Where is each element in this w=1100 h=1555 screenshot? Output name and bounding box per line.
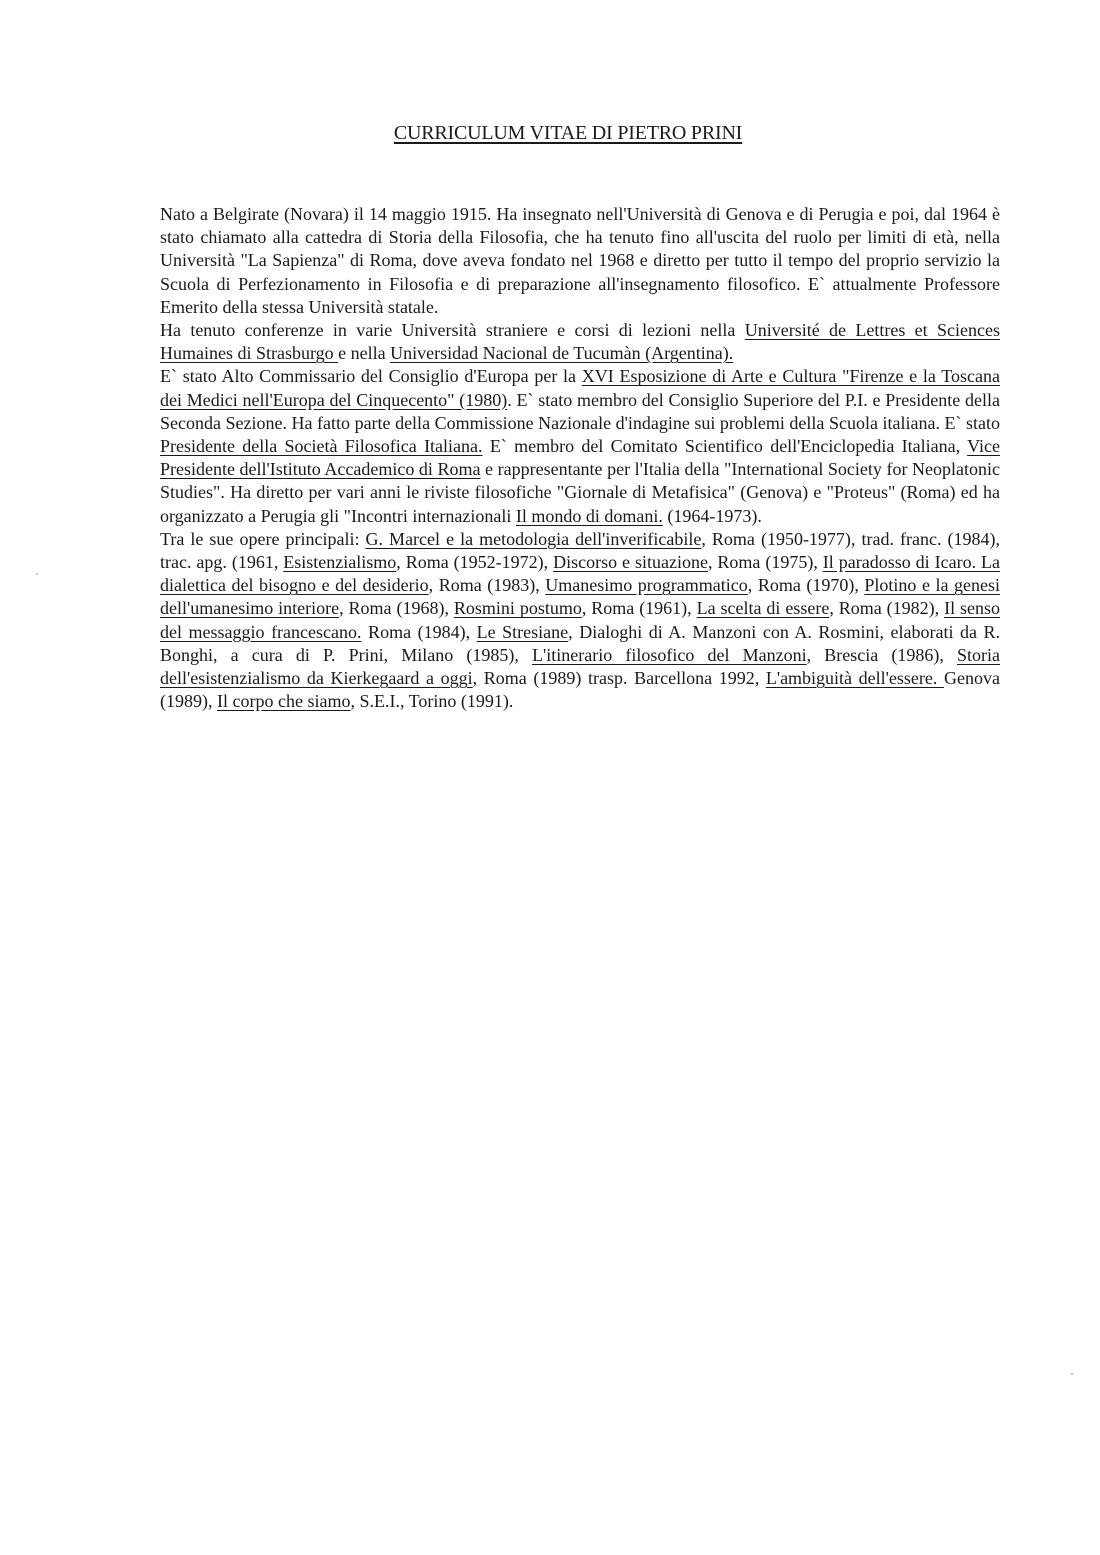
underlined-title: Il mondo di domani. xyxy=(515,505,663,526)
underlined-title: Presidente della Società Filosofica Italiana. xyxy=(160,436,483,457)
text-segment: , Roma (1970), xyxy=(747,575,865,596)
underlined-title: Le Stresiane xyxy=(476,621,569,642)
text-segment: , Roma (1950-1977), trad. franc. (1984), trac. apg. (1961, xyxy=(160,528,1001,573)
underlined-title: Universidad Nacional de Tucumàn (Argentina). xyxy=(390,343,734,364)
text-segment: , Brescia (1986), xyxy=(806,644,958,665)
paragraph xyxy=(160,319,1000,365)
text-segment: , Roma (1968), xyxy=(339,598,454,619)
text-segment: , Roma (1961), xyxy=(581,598,697,619)
underlined-title: Plotino e la genesi dell'umanesimo interiore xyxy=(160,575,1001,619)
document-body xyxy=(160,203,1000,713)
paragraph xyxy=(160,528,1000,714)
text-segment: , Roma (1983), xyxy=(428,575,546,596)
underlined-title: L'ambiguità dell'essere. xyxy=(765,668,945,689)
underlined-title: Vice Presidente dell'Istituto Accademico di Roma xyxy=(160,436,1000,480)
text-segment: , Dialoghi di A. Manzoni con A. Rosmini, elaborati da R. Bonghi, a cura di P. Prini, Milano (1985), xyxy=(160,621,1001,665)
underlined-title: L'itinerario filosofico del Manzoni xyxy=(532,644,807,665)
text-segment: Roma (1984), xyxy=(361,621,477,642)
text-segment: E` membro del Comitato Scientifico dell'Enciclopedia Italiana, xyxy=(482,436,968,457)
paragraph xyxy=(160,203,1000,319)
scan-speck xyxy=(1071,1373,1073,1375)
text-segment: , Roma (1952-1972), xyxy=(396,552,554,573)
text-segment: Genova (1989), xyxy=(160,668,1000,712)
underlined-title: Esistenzialismo xyxy=(283,552,397,573)
underlined-title: Storia dell'esistenzialismo da Kierkegaard a oggi xyxy=(160,644,1001,689)
text-segment: (1964-1973). xyxy=(662,505,762,526)
underlined-title: La scelta di essere xyxy=(696,598,830,619)
scan-speck xyxy=(36,573,38,575)
document-title: CURRICULUM VITAE DI PIETRO PRINI xyxy=(393,122,743,144)
text-segment: E` stato Alto Commissario del Consiglio d'Europa per la xyxy=(160,366,582,387)
underlined-title: Il corpo che siamo xyxy=(217,691,351,712)
underlined-title: Il paradosso di Icaro. La dialettica del bisogno e del desiderio xyxy=(160,552,1001,596)
underlined-title: G. Marcel e la metodologia dell'inverificabile xyxy=(365,528,702,549)
text-segment: Ha tenuto conferenze in varie Università straniere e corsi di lezioni nella xyxy=(160,320,745,341)
underlined-title: XVI Esposizione di Arte e Cultura "Firenze e la Toscana dei Medici nell'Europa del Cinquecento" (1980) xyxy=(160,366,1000,410)
text-segment: , Roma (1982), xyxy=(829,598,945,619)
text-segment: Nato a Belgirate (Novara) il 14 maggio 1915. Ha insegnato nell'Università di Genova e di Perugia e poi, dal 1964 è stato chiamato alla cattedra di Storia della Filosofia, che ha tenuto fino all'uscita del ruolo per limiti di età, nella Università "La Sapienza" di Roma, dove aveva fondato nel 1968 e diretto per tutto il tempo del proprio servizio la Scuola di Perfezionamento in Filosofia e di preparazione all'insegnamento filosofico. E` attualmente Professore Emerito della stessa Università statale. xyxy=(160,204,1000,317)
text-segment: e rappresentante per l'Italia della "International Society for Neoplatonic Studies". Ha diretto per vari anni le riviste filosofiche "Giornale di Metafisica" (Genova) e "Proteus" (Roma) ed ha organizzato a Perugia gli "Incontri internazionali xyxy=(160,459,1000,526)
underlined-title: Umanesimo programmatico xyxy=(545,575,748,596)
text-segment: , Roma (1975), xyxy=(707,552,823,573)
underlined-title: Université de Lettres et Sciences Humaines di Strasburgo xyxy=(160,320,1000,364)
text-segment: , S.E.I., Torino (1991). xyxy=(350,691,514,712)
paragraph xyxy=(160,365,1000,527)
underlined-title: Il senso del messaggio francescano. xyxy=(160,598,1001,642)
underlined-title: Discorso e situazione xyxy=(553,552,708,573)
text-segment: e nella xyxy=(338,343,391,364)
text-segment: . E` stato membro del Consiglio Superiore del P.I. e Presidente della Seconda Sezione. Ha fatto parte della Commissione Nazionale d'indagine sui problemi della Scuola italiana. E` stato xyxy=(160,389,1000,433)
underlined-title: Rosmini postumo xyxy=(453,598,582,619)
text-segment: Tra le sue opere principali: xyxy=(160,528,366,549)
text-segment: , Roma (1989) trasp. Barcellona 1992, xyxy=(472,668,766,689)
